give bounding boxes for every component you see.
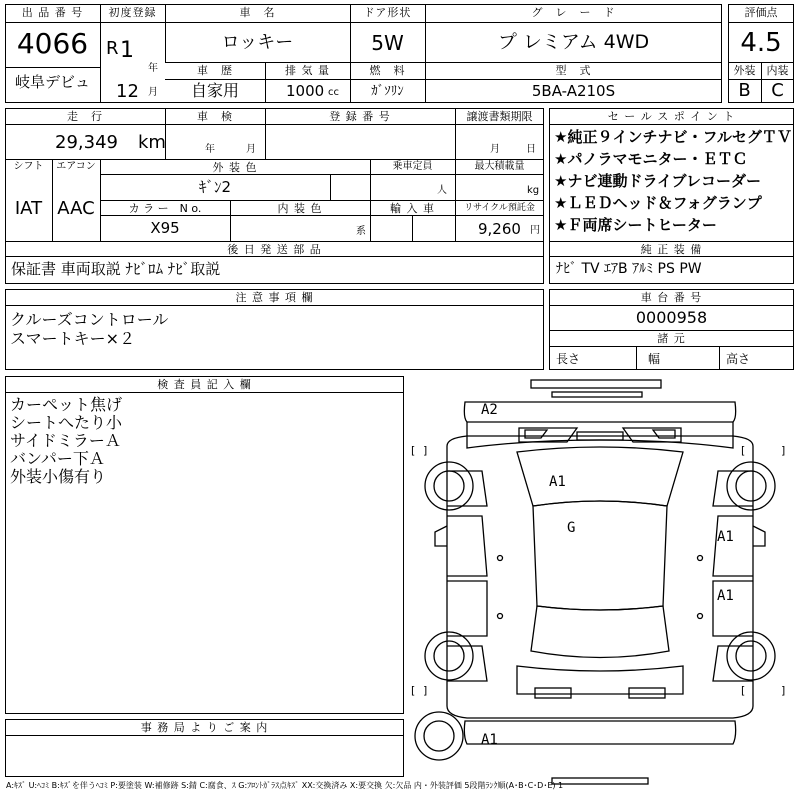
- inspector-label: 検 査 員 記 入 欄: [157, 378, 252, 391]
- sales-point-item: ★ナビ連動ドライブレコーダー: [554, 172, 761, 190]
- model-label: 型 式: [555, 64, 592, 77]
- chassis-label: 車 台 番 号: [640, 291, 703, 304]
- front-bumper-strip: [531, 380, 661, 388]
- rear-bumper: [464, 721, 735, 744]
- damage-mark-a1-right-rear: A1: [717, 588, 734, 604]
- import-label: 輸 入 車: [390, 202, 435, 215]
- displacement-unit: cc: [328, 87, 339, 98]
- spec-label: 諸 元: [657, 332, 686, 345]
- model-code: 5BA-A210S: [531, 82, 616, 100]
- interior-grade: C: [771, 80, 784, 101]
- svg-text:[: [: [411, 684, 416, 697]
- legend: A:ｷｽﾞ U:ﾍｺﾐ B:ｷｽﾞを伴うﾍｺﾐ P:要塗装 W:補修跡 S:錆 C:腐食、ｽ G:ﾌﾛﾝﾄｶﾞﾗｽ点ｷｽﾞ XX:交換済み X:要交換 欠:欠品 内・外装評価 5段階ﾗﾝｸ順(A･B･C･D･E) 1: [6, 781, 564, 790]
- mileage-unit: km: [138, 132, 166, 153]
- color-number: X95: [150, 219, 180, 237]
- svg-text:[: [: [411, 444, 416, 457]
- equipment-label: 純 正 装 備: [640, 243, 703, 256]
- registration-year: 1: [120, 38, 134, 63]
- lot-number: 4066: [16, 27, 89, 60]
- first-registration-label: 初度登録: [108, 6, 157, 19]
- shift: IAT: [14, 198, 43, 219]
- wheels: [415, 462, 775, 760]
- venue-name: 岐阜デビュ: [14, 73, 90, 91]
- recycle-unit: 円: [530, 225, 540, 236]
- recycle-fee: 9,260: [478, 220, 521, 238]
- notes-label: 注 意 事 項 欄: [235, 291, 314, 304]
- sales-point-item: ★純正９インチナビ・フルセグＴＶ: [554, 128, 792, 146]
- length-label: 長さ: [556, 352, 581, 366]
- svg-text:]: ]: [781, 684, 786, 697]
- era: R: [106, 38, 119, 59]
- capacity-label: 乗車定員: [392, 161, 433, 172]
- car-name-label: 車 名: [239, 6, 276, 19]
- grade-label: グ レ ー ド: [531, 6, 616, 19]
- inspector-note-line: シートへたり小: [10, 413, 123, 432]
- transfer-month-unit: 月: [490, 144, 500, 155]
- grade: プ レミアム 4WD: [497, 31, 650, 53]
- transfer-day-unit: 日: [526, 144, 536, 155]
- height-label: 高さ: [726, 352, 751, 366]
- later-parts: 保証書 車両取説 ﾅﾋﾞﾛﾑ ﾅﾋﾞ取説: [11, 260, 221, 278]
- width-label: 幅: [648, 352, 661, 366]
- ac: AAC: [57, 198, 95, 219]
- office-label: 事 務 局 よ り ご 案 内: [140, 721, 269, 734]
- notes-line-1: クルーズコントロール: [10, 310, 169, 329]
- front-bumper: [464, 402, 735, 422]
- exterior-color: ｷﾞﾝ2: [198, 178, 232, 196]
- svg-text:]: ]: [781, 444, 786, 457]
- lot-number-label: 出 品 番 号: [21, 6, 84, 19]
- inspector-note-line: サイドミラーＡ: [10, 431, 121, 450]
- inspection-year-unit: 年: [205, 144, 215, 155]
- score-label: 評価点: [744, 6, 778, 19]
- score: 4.5: [740, 28, 782, 58]
- ac-label: エアコン: [56, 161, 96, 172]
- svg-text:]: ]: [423, 684, 428, 697]
- roof: [533, 501, 667, 610]
- damage-mark-a1-hood: A1: [549, 474, 566, 490]
- exterior-color-label: 外 装 色: [212, 161, 258, 174]
- max-load-label: 最大積載量: [474, 161, 525, 172]
- svg-text:[: [: [741, 684, 746, 697]
- body-outline: [447, 436, 753, 718]
- shift-label: シフト: [13, 161, 44, 172]
- history-label: 車 歴: [197, 64, 233, 77]
- inspector-note-line: バンパー下Ａ: [10, 449, 105, 468]
- door-label: ドア形状: [363, 6, 412, 19]
- inspector-note-line: 外装小傷有り: [10, 467, 107, 486]
- displacement-label: 排 気 量: [285, 64, 330, 77]
- later-parts-label: 後 日 発 送 部 品: [227, 243, 322, 256]
- door-type: 5W: [371, 31, 404, 55]
- year-unit: 年: [148, 63, 158, 74]
- svg-text:[: [: [741, 444, 746, 457]
- inspector-note-line: カーペット焦げ: [10, 395, 123, 414]
- mileage: 29,349: [55, 132, 118, 153]
- sales-points-label: セ ー ル ス ポ イ ン ト: [607, 110, 736, 123]
- inspection-month-unit: 月: [246, 144, 256, 155]
- displacement: 1000: [286, 82, 325, 100]
- sales-point-item: ★Ｆ両席シートヒーター: [554, 216, 717, 234]
- recycle-label: リサイクル預託金: [464, 203, 535, 213]
- registration-month: 12: [116, 81, 139, 102]
- damage-mark-a1-rear: A1: [481, 732, 498, 748]
- transfer-deadline-label: 譲渡書類期限: [466, 110, 533, 123]
- exterior-grade: B: [738, 80, 751, 101]
- registration-number-label: 登 録 番 号: [329, 110, 391, 123]
- svg-text:]: ]: [423, 444, 428, 457]
- sales-point-item: ★パノラマモニター・ＥＴＣ: [554, 150, 748, 168]
- history: 自家用: [190, 81, 239, 100]
- fuel-label: 燃 料: [369, 64, 406, 77]
- max-load-unit: kg: [527, 185, 540, 196]
- damage-mark-a2: A2: [481, 402, 498, 418]
- interior-color-label: 内 装 色: [277, 202, 323, 215]
- car-damage-diagram: [407, 376, 793, 786]
- exterior-label: 外装: [733, 64, 756, 77]
- windshield: [517, 447, 683, 506]
- color-number-label: カ ラ ー N o.: [128, 202, 202, 215]
- inspection-label: 車 検: [197, 110, 233, 123]
- notes-line-2: スマートキー×２: [10, 329, 136, 348]
- equipment: ﾅﾋﾞ TV ｴｱB ｱﾙﾐ PS PW: [556, 261, 702, 277]
- sales-point-item: ★ＬＥＤヘッド＆フォグランプ: [554, 194, 762, 212]
- chassis-number: 0000958: [635, 308, 708, 327]
- month-unit: 月: [148, 87, 158, 98]
- damage-mark-a1-right-front: A1: [717, 529, 734, 545]
- mileage-label: 走 行: [67, 110, 103, 123]
- fuel: ｶﾞｿﾘﾝ: [371, 84, 404, 99]
- damage-mark-g: G: [567, 520, 576, 536]
- car-name: ロッキー: [221, 32, 294, 53]
- capacity-unit: 人: [437, 185, 447, 196]
- interior-label: 内装: [766, 64, 789, 77]
- interior-color-unit: 系: [356, 226, 366, 237]
